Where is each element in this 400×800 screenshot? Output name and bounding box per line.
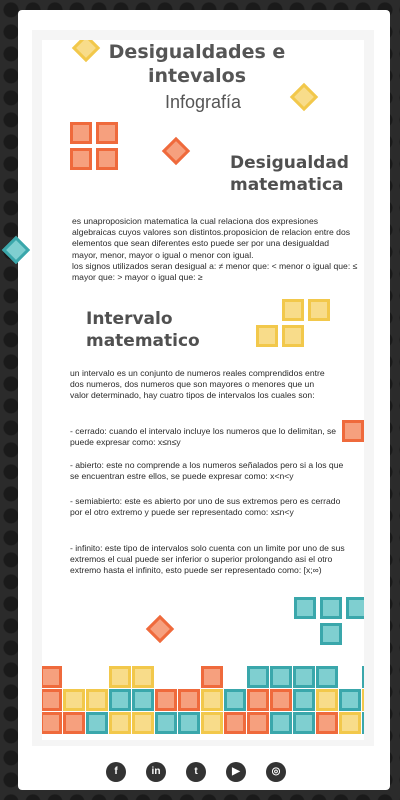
interval-type-cerrado: - cerrado: cuando el intervalo incluye los numeros que lo delimitan, se puede expresar como: x≤n≤y <box>70 426 337 448</box>
wall-block <box>86 689 108 711</box>
section-heading-desigualdad: Desigualdad matematica <box>230 153 349 195</box>
wall-block <box>42 689 62 711</box>
wall-block <box>178 689 200 711</box>
wall-block <box>63 689 85 711</box>
wall-block <box>293 666 315 688</box>
wall-block <box>293 689 315 711</box>
wall-block <box>293 712 315 734</box>
yellow-block <box>256 325 278 347</box>
linkedin-icon[interactable]: in <box>146 762 166 782</box>
orange-block <box>96 148 118 170</box>
intervalo-intro: un intervalo es un conjunto de numeros reales comprendidos entre dos numeros, dos numeros que son mayores o menores que un valor determinado, hay cuatro tipos de intervalos los cuales son: <box>70 368 325 401</box>
wall-block <box>316 689 338 711</box>
wall-block <box>270 689 292 711</box>
wall-block <box>362 689 364 711</box>
infographic-subtitle: Infografía <box>164 92 242 112</box>
wall-block <box>201 712 223 734</box>
wall-block <box>155 712 177 734</box>
yellow-block <box>282 325 304 347</box>
orange-block <box>96 122 118 144</box>
wall-block <box>224 689 246 711</box>
wall-block <box>132 712 154 734</box>
interval-type-semiabierto: - semiabierto: este es abierto por uno de sus extremos pero es cerrado por el otro extremo y puede ser representado como: x≤n<y <box>70 496 341 518</box>
orange-block <box>70 122 92 144</box>
wall-block <box>362 666 364 688</box>
wall-block <box>247 666 269 688</box>
teal-diamond-block <box>2 236 30 264</box>
wall-block <box>224 712 246 734</box>
wall-block <box>270 712 292 734</box>
section-heading-intervalo: Intervalo matematico <box>86 309 200 351</box>
wall-block <box>109 712 131 734</box>
wall-block <box>316 712 338 734</box>
wall-block <box>339 689 361 711</box>
wall-block <box>132 689 154 711</box>
teal-block <box>320 597 342 619</box>
instagram-icon[interactable]: ◎ <box>266 762 286 782</box>
wall-block <box>362 712 364 734</box>
wall-block <box>178 712 200 734</box>
desigualdad-signs: los signos utilizados seran desigual a: ≠ menor que: < menor o igual que: ≤ mayor que: > mayor o igual que: ≥ <box>72 261 358 283</box>
yellow-block <box>282 299 304 321</box>
orange-diamond-block <box>162 137 190 165</box>
wall-block <box>316 666 338 688</box>
wall-block <box>42 666 62 688</box>
desigualdad-paragraph: es unaproposicion matematica la cual relaciona dos expresiones algebraicas cuyos valores son distintos.proposicion de relacion entre dos elementos que sean diferentes esto puede ser por una desigualdad mayor, menor, mayor o igual o menor con igual. <box>72 216 351 260</box>
facebook-icon[interactable]: f <box>106 762 126 782</box>
wall-block <box>247 712 269 734</box>
orange-block <box>342 420 364 442</box>
wall-block <box>109 666 131 688</box>
wall-block <box>247 689 269 711</box>
editor-canvas <box>18 10 390 790</box>
wall-block <box>339 712 361 734</box>
wall-block <box>109 689 131 711</box>
interval-type-infinito: - infinito: este tipo de intervalos solo cuenta con un limite por uno de sus extremos el cual puede ser inferior o superior prolongando asi el otro extremo hasta el infinito, esto puede ser representado como: [x;∞) <box>70 543 345 576</box>
teal-block <box>346 597 364 619</box>
yellow-block <box>308 299 330 321</box>
infographic-content <box>42 40 364 740</box>
infographic-poster <box>32 30 374 746</box>
teal-block <box>320 623 342 645</box>
wall-block <box>132 666 154 688</box>
infographic-title: Desigualdades e intevalos <box>108 41 286 87</box>
wall-block <box>86 712 108 734</box>
interval-type-abierto: - abierto: este no comprende a los numeros señalados pero si a los que se encuentran estre ellos, se puede expresar como: x<n<y <box>70 460 344 482</box>
youtube-icon[interactable]: ▶ <box>226 762 246 782</box>
teal-block <box>294 597 316 619</box>
orange-block <box>70 148 92 170</box>
wall-block <box>201 689 223 711</box>
wall-block <box>201 666 223 688</box>
orange-diamond-block <box>146 615 174 643</box>
twitter-icon[interactable]: t <box>186 762 206 782</box>
wall-block <box>63 712 85 734</box>
wall-block <box>155 689 177 711</box>
wall-block <box>270 666 292 688</box>
wall-block <box>42 712 62 734</box>
